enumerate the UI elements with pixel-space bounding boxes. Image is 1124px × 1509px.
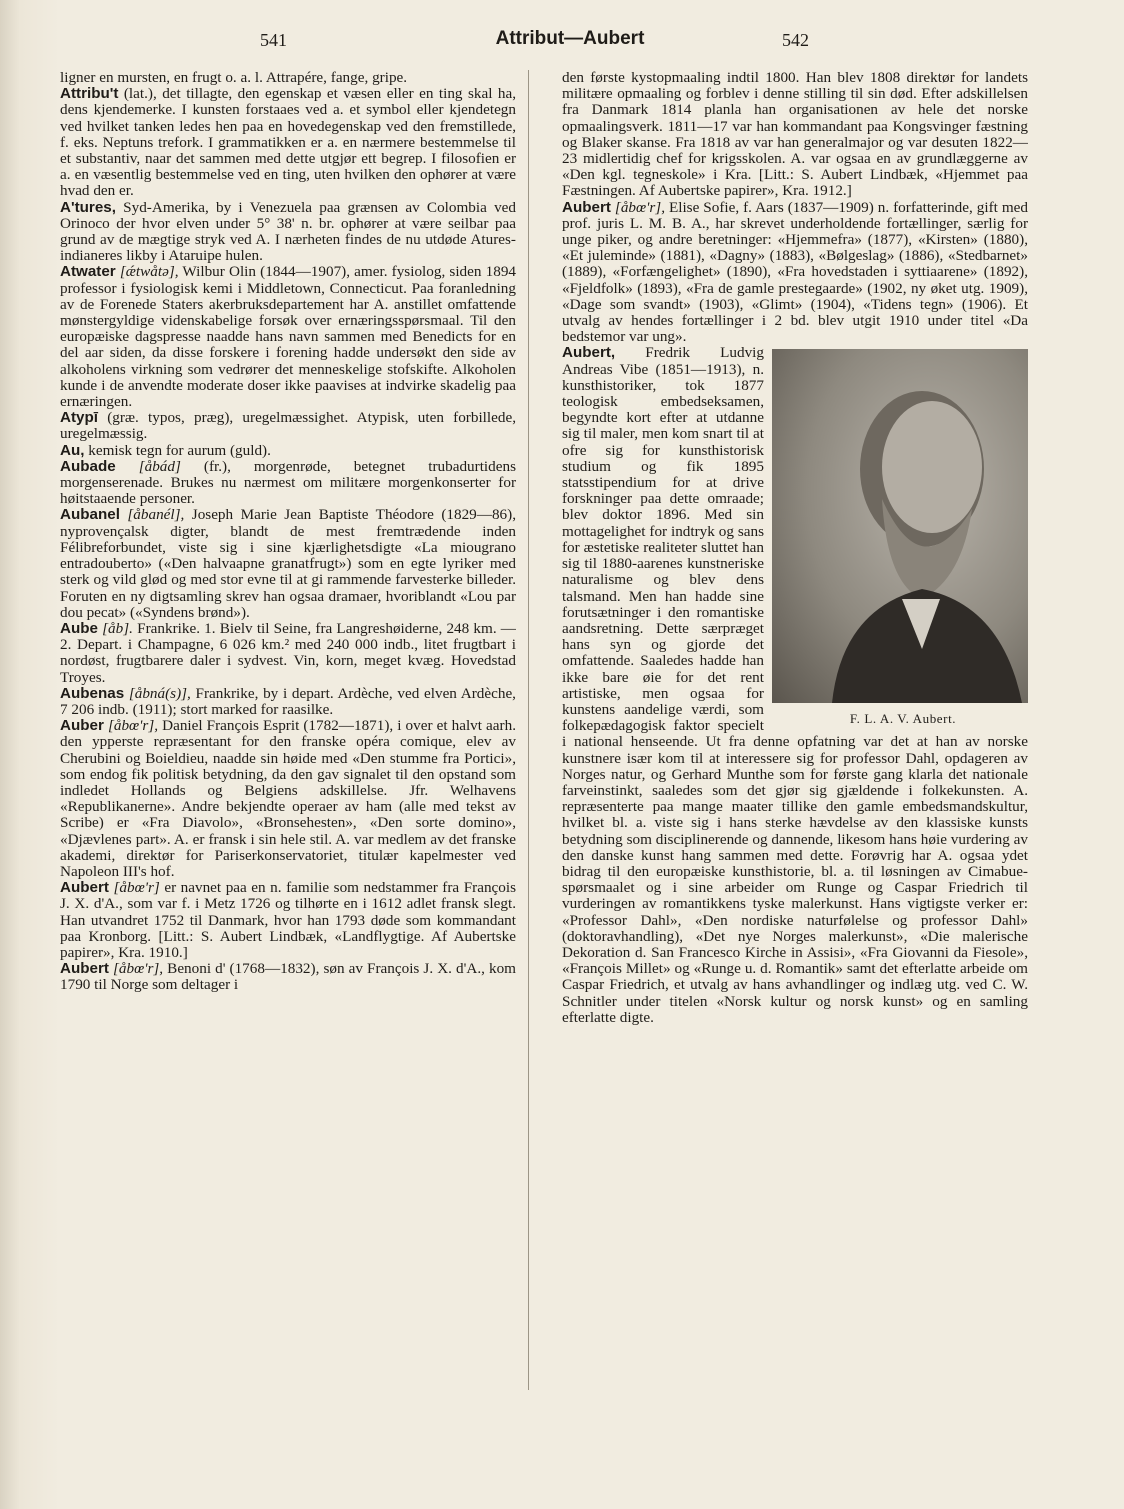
entry-atypi: Atypī (græ. typos, præg), uregelmæssighet. Atypisk, uten forbillede, uregelmæssig. bbox=[60, 409, 516, 443]
entry-aubenas: Aubenas [åbná(s)], Frankrike, by i depart. Ardèche, ved elven Ardèche, 7 206 indb. (1911); stort marked for raasilke. bbox=[60, 684, 516, 718]
entry-aube: Aube [åb]. Frankrike. 1. Bielv til Seine, fra Langreshøiderne, 248 km. — 2. Depart. i Champagne, 6 026 km.² med 240 000 indb., litet frugtbart i nordøst, frugtbarere daler i sydvest. Vin, korn, meget kvæg. Hovedstad Troyes. bbox=[60, 619, 516, 686]
entry-aubert-benoni: Aubert [åbœ'r], Benoni d' (1768—1832), søn av François J. X. d'A., kom 1790 til Norge som deltager i bbox=[60, 960, 516, 994]
entry-atures: A'tures, Syd-Amerika, by i Venezuela paa grænsen av Colombia ved Orinoco der hvor elven under 5° 38' n. br. ophører at være seilbar paa grund av de mægtige stryk ved A. I nærheten findes de nu utdøde Atures-indianeres likby i Ataruipe hulen. bbox=[60, 198, 516, 265]
entry-aubert-benoni-continuation: den første kystopmaaling indtil 1800. Han blev 1808 direktør for landets militære opmaaling og forblev i denne stilling til sin død. Efter adskillelsen fra Danmark 1814 planla han organisationen av hele det norske opmaalingsverk. 1811—17 var han kommandant paa Kongsvinger fæstning og Blaker skanse. Fra 1818 av var han generalmajor og var desuten 1822—23 midlertidig chef for krigsskolen. A. var ogsaa en av grundlæggerne av «Den kgl. tegneskole» i Kra. [Litt.: S. Aubert Lindbæk, «Hjemmet paa Fæstningen. Af Aubertske papirer», Kra. 1912.] bbox=[562, 70, 1028, 200]
entry-attribut: Attribu't (lat.), det tillagte, den egenskap et væsen eller en ting skal ha, dens kjendemerke. I kunsten forstaaes ved a. et symbol eller kjendetegn ved hvilket tanken ledes hen paa en hovedegenskap ved den fremstillede, f. eks. Neptuns trefork. I grammatikken er a. en nærmere bestemmelse til et substantiv, naar det sammen med dette utgjør ett begrep. I filosofien er a. en væsentlig bestemmelse ved en ting, uten hvilken den ophører at være hvad den er. bbox=[60, 85, 516, 200]
page-number-right: 542 bbox=[782, 30, 809, 50]
entry-auber: Auber [åbœ'r], Daniel François Esprit (1782—1871), i over et halvt aarh. den ypperste repræsentant for den franske opéra comique, elev av Cherubini og Boieldieu, naadde sin høide med «Den stumme fra Portici», som endog fik politisk betydning, da den gav signalet til den opstand som indledet Hollands og Belgiens adskillelse. Jfr. Welhavens «Republikanerne». Andre bekjendte operaer av ham (alle med tekst av Scribe) er «Fra Diavolo», «Bronsehesten», «Den sorte domino», «Djævlenes part». A. er fransk i sin hele stil. A. var medlem av det franske akademi, direktør for Pariserkonservatoriet, titulær kapelmester ved Napoleon III's hof. bbox=[60, 717, 516, 880]
entry-attrapere-continuation: ligner en mursten, en frugt o. a. l. Attrapére, fange, gripe. bbox=[60, 70, 408, 86]
page-number-left: 541 bbox=[260, 30, 287, 50]
portrait-silhouette bbox=[772, 349, 1028, 703]
entry-aubanel: Aubanel [åbanél], Joseph Marie Jean Baptiste Théodore (1829—86), nyprovençalsk digter, blandt de mest fremtrædende inden Félibreforbundet, viste sig i sine kjærlighetsdigte «La miougrano entradouberto» («Den halvaapne granatfrugt») som en egte lyriker med sterk og vild glød og med stor evne til at gi rammende farvesterke billeder. Foruten en ny digtsamling skrev han ogsaa dramaer, hvoriblandt «Lou par dou pecat» («Syndens brønd»). bbox=[60, 506, 516, 621]
entry-au: Au, kemisk tegn for aurum (guld). bbox=[60, 441, 271, 459]
entry-atwater: Atwater [ǽtwåtə], Wilbur Olin (1844—1907), amer. fysiolog, siden 1894 professor i fysiologisk kemi i Middletown, Connecticut. Paa foranledning av de Forenede Staters akerbruksdepartement har A. anstillet omfattende mønstergyldige videnskabelige forsøk over ernæringsspørsmaal. Til den europæiske dagspresse naadde hans navn sammen med Benedicts for en del aar siden, da disse forskere i forening hadde undersøkt den side av alkoholens virkning som vedrører det menneskelige stofskifte. Alkoholen kunde i de anvendte moderate doser ikke paavises at indvirke skadelig paa ernæringen. bbox=[60, 263, 516, 411]
entry-aubert-family: Aubert [åbœ'r] er navnet paa en n. familie som nedstammer fra François J. X. d'A., som var f. i Metz 1726 og tilhørte en i 1612 adlet fransk slegt. Han utvandret 1752 til Danmark, hvor han 1793 døde som kommandant paa Kronborg. [Litt.: S. Aubert Lindbæk, «Landflygtige. Af Aubertske papirer», Kra. 1910.] bbox=[60, 879, 516, 961]
column-divider bbox=[528, 70, 529, 1390]
entry-aubert-fredrik: F. L. A. V. Aubert. Aubert, Fredrik Ludvig Andreas Vibe (1851—1913), n. kunsthistoriker, tok 1877 teologisk embedseksamen, begyndte kort efter at utdanne sig til maler, men kom snart til at ofre sig for kunsthistorisk studium og fik 1895 statsstipendium for at drive forskninger paa dette omraade; blev doktor 1896. Med sin mottagelighet for indtryk og sans for æstetiske realiteter sluttet han sig til 1880-aarenes kunstneriske naturalisme og blev dens talsmand. Men han hadde sine forutsætninger i den romantiske aandsretning. Dette særpræget hans syn og gjorde det omfattende. Saaledes hadde han ikke bare øie for det rent artistiske, men ogsaa for kunstens aandelige værdi, som folkepædagogisk faktor specielt i national henseende. Ut fra denne opfatning var det at han av norske kunstnere især kom til at interessere sig for professor Dahl, opdageren av Norges natur, og Gerhard Munthe som for første gang klarla det nationale farveinstinkt, saaledes som det gjør sig gjældende i folkekunsten. A. repræsenterte paa mange maater tillike den gamle embedsmandskultur, hvilket bl. a. viste sig i hans sterke hævdelse av den klassiske kunsts betydning som disciplinerende og dannende, likesom hans høie vurdering av den danske kunst hang sammen med dette. Forøvrig har A. ogsaa ydet bidrag til den europæiske kunsthistorie, bl. a. til løsningen av Cimabue-spørsmaalet og i sine arbeider om Runge og Caspar Friedrich til vurderingen av romantikkens tyske malerkunst. Hans vigtigste verker er: «Professor Dahl», «Den nordiske naturfølelse og professor Dahl» (doktoravhandling), «Det nye Norges malerkunst», «Die malerische Dekoration d. San Francesco Kirche in Assisi», «Fra Giovanni da Fiesole», «François Millet» og «Runge u. d. Romantik» samt det efterlatte arbeide om Caspar Friedrich, et utvalg av hans avhandlinger og indlæg utg. ved C. W. Schnitler under titelen «Norsk kultur og norsk kunst» og en samling efterlatte digte. bbox=[562, 345, 1028, 1026]
page-header bbox=[30, 26, 1110, 56]
left-column bbox=[60, 70, 516, 1500]
portrait-caption: F. L. A. V. Aubert. bbox=[849, 711, 957, 727]
entry-aubert-elise: Aubert [åbœ'r], Elise Sofie, f. Aars (1837—1909) n. forfatterinde, gift med prof. juris L. M. B. A., har skrevet underholdende fortællinger, særlig for unge piker, og andre beretninger: «Hjemmefra» (1877), «Kirsten» (1880), «Et juleminde» (1881), «Dagny» (1883), «Bølgeslag» (1886), «Stedbarnet» (1889), «Forfængelighet» (1890), «Fra hovedstaden i syttiaarene» (1892), «Fjeldfolk» (1893), «Fra de gamle prestegaarde» (1902, ny øket utg. 1909), «Dage som svandt» (1903), «Glimt» (1904), «Tidens tegn» (1906). Et utvalg av hendes fortællinger i 2 bd. blev utgit 1910 under titel «Da bedstemor var ung». bbox=[562, 198, 1028, 346]
entry-aubade: Aubade [åbád] (fr.), morgenrøde, betegnet trubadurtidens morgenserenade. Brukes nu nærmest om militære morgenkonserter for høitstaaende personer. bbox=[60, 457, 516, 508]
portrait-figure bbox=[772, 349, 1028, 727]
right-column bbox=[562, 70, 1028, 1500]
running-title: Attribut—Aubert bbox=[495, 28, 645, 49]
portrait-photo bbox=[772, 349, 1028, 703]
